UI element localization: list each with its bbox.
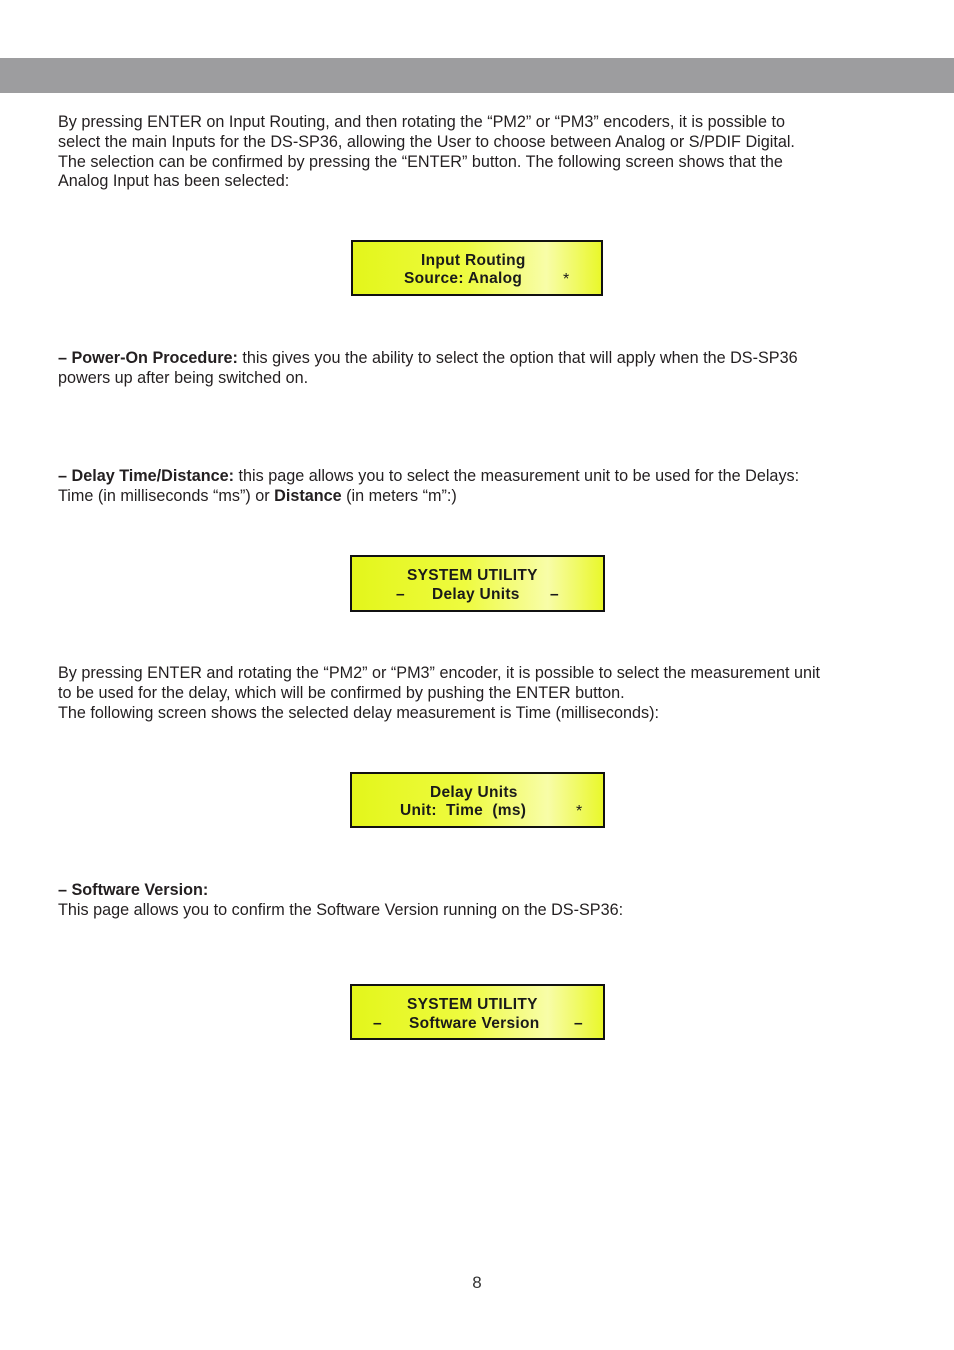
lcd-dash-right: – [574, 1015, 583, 1032]
lcd-line-2: Software Version [409, 1015, 540, 1032]
lcd-system-utility-software [350, 984, 605, 1040]
intro-line: By pressing ENTER on Input Routing, and then rotating the “PM2” or “PM3” encoders, it is possible to [58, 113, 785, 131]
software-version-paragraph [58, 881, 898, 921]
delay-time-title: – Delay Time/Distance: [58, 467, 235, 485]
delay-time-line2-bold: Distance [274, 486, 342, 505]
delay-select-paragraph [58, 664, 898, 723]
lcd-line-2: Unit: Time (ms) [400, 802, 527, 819]
delay-time-paragraph [58, 467, 898, 507]
delay-select-line: to be used for the delay, which will be confirmed by pushing the ENTER button. [58, 683, 625, 702]
header-bar [0, 58, 954, 93]
lcd-dash-right: – [550, 586, 559, 603]
lcd-line-1: Delay Units [430, 784, 518, 801]
power-on-text: this gives you the ability to select the option that will apply when the DS-SP36 [237, 349, 798, 367]
delay-select-line: The following screen shows the selected delay measurement is Time (milliseconds): [58, 703, 659, 722]
intro-line: The selection can be confirmed by pressing the “ENTER” button. The following screen shows that the [58, 152, 783, 171]
lcd-line-2: Delay Units [432, 586, 520, 603]
lcd-delay-units [350, 772, 605, 828]
lcd-line-1: SYSTEM UTILITY [407, 567, 538, 584]
delay-time-line2-suffix: (in meters “m”:) [341, 486, 457, 505]
delay-time-line2-prefix: Time (in milliseconds “ms”) or [58, 486, 275, 505]
intro-line: select the main Inputs for the DS-SP36, allowing the User to choose between Analog or S/PDIF Digital. [58, 132, 795, 151]
lcd-line-1: Input Routing [421, 252, 526, 269]
selection-marker-icon: * [576, 803, 583, 820]
intro-paragraph [58, 113, 898, 192]
lcd-system-utility-delay [350, 555, 605, 612]
lcd-dash-left: – [373, 1015, 382, 1032]
power-on-line-2: powers up after being switched on. [58, 368, 309, 387]
lcd-line-2: Source: Analog [404, 270, 523, 287]
delay-time-text: this page allows you to select the measurement unit to be used for the Delays: [234, 467, 800, 485]
software-version-title: – Software Version: [58, 881, 209, 899]
lcd-input-routing [351, 240, 603, 296]
page-number: 8 [472, 1273, 482, 1292]
selection-marker-icon: * [563, 271, 570, 288]
lcd-line-1: SYSTEM UTILITY [407, 996, 538, 1013]
lcd-dash-left: – [396, 586, 405, 603]
power-on-paragraph [58, 349, 898, 389]
power-on-title: – Power-On Procedure: [58, 349, 238, 367]
intro-line: Analog Input has been selected: [58, 172, 290, 191]
delay-select-line: By pressing ENTER and rotating the “PM2” or “PM3” encoder, it is possible to select the measurement unit [58, 664, 821, 682]
software-version-text: This page allows you to confirm the Software Version running on the DS-SP36: [58, 900, 624, 919]
